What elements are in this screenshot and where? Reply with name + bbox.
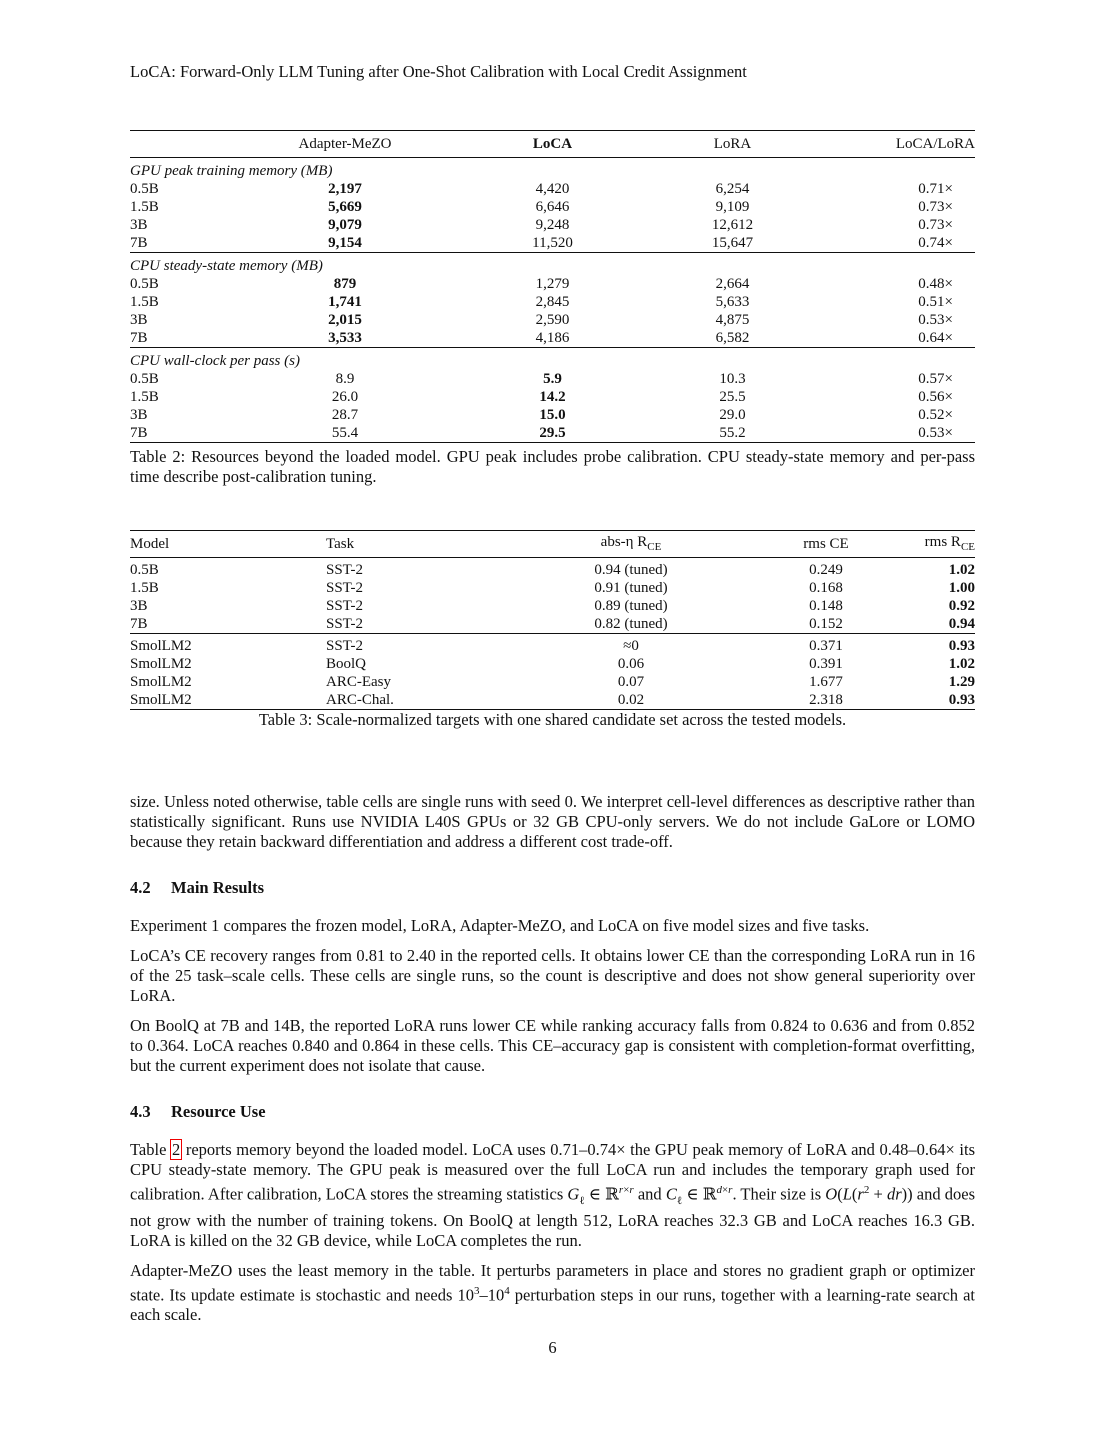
- col-header-rms-r: rms $R_{CE}$: [891, 531, 975, 558]
- paragraph: Adapter-MeZO uses the least memory in the table. It perturbs parameters in place and stores no gradient graph or optimizer state. Its update estimate is stochastic and needs $10^3-10^4$ perturbation steps in our runs, together with a learning-rate search at each scale.: [130, 1260, 975, 1325]
- table-row: 1.5B 26.0 14.2 25.5 0.56×: [130, 389, 953, 405]
- table-row: SmolLM2 BoolQ 0.06 0.391 1.02: [130, 656, 975, 672]
- table-row: 7B SST-2 0.82 (tuned) 0.152 0.94: [130, 616, 975, 632]
- table-3-header-row: [130, 531, 975, 558]
- paragraph: Table 2 reports memory beyond the loaded model. LoCA uses 0.71–0.74× the GPU peak memory of LoRA and 0.48–0.64× its CPU steady-state memory. The GPU peak is measured over the full LoCA run and includes the temporary graph used for calibration. After calibration, LoCA stores the streaming statistics $G_\ell$ ∈ ℝ$^{r\times r}$ and $C_\ell$ ∈ ℝ$^{d\times r}$. Their size is $O(L(r^2 + dr))$ and does not grow with the number of training tokens. On BoolQ at length 512, LoRA reaches 32.3 GB and LoCA reaches 16.3 GB. LoRA is killed on the 32 GB device, while LoCA completes the run.: [130, 1140, 975, 1250]
- paragraph-intro: size. Unless noted otherwise, table cells are single runs with seed 0. We interpret cell-level differences as descriptive rather than statistically significant. Runs use NVIDIA L40S GPUs or 32 GB CPU-only servers. We do not include GaLore or LOMO because they retain backward differentiation and address a different cost trade-off.: [130, 792, 975, 851]
- col-header-loca: LoCA: [435, 131, 670, 158]
- table-2: [130, 130, 975, 443]
- table-row: 3B 9,079 9,248 12,612 0.73×: [130, 217, 953, 233]
- section-title-row: [130, 348, 975, 371]
- col-header-lora: LoRA: [670, 131, 795, 158]
- table-3-block: [130, 530, 975, 730]
- table-row: 0.5B 879 1,279 2,664 0.48×: [130, 276, 953, 292]
- section-title: CPU wall-clock per pass (s): [130, 348, 975, 371]
- section-heading-4-3: 4.3 Resource Use: [130, 1102, 266, 1121]
- table-2-header-row: [130, 131, 975, 158]
- table-row: SmolLM2 ARC-Chal. 0.02 2.318 0.93: [130, 692, 975, 708]
- col-header-model: Model: [130, 531, 326, 558]
- section-title: GPU peak training memory (MB): [130, 163, 333, 179]
- col-header-ratio: LoCA/LoRA: [795, 131, 975, 158]
- section-title: CPU steady-state memory (MB): [130, 253, 975, 276]
- table-row: 3B 28.7 15.0 29.0 0.52×: [130, 407, 953, 423]
- col-header-rms-ce: rms CE: [761, 531, 891, 558]
- table-row: SmolLM2 ARC-Easy 0.07 1.677 1.29: [130, 674, 975, 690]
- section-title-row: [130, 253, 975, 276]
- table-row: 3B 2,015 2,590 4,875 0.53×: [130, 312, 953, 328]
- col-header-empty: [130, 131, 255, 158]
- col-header-abs-eta: abs-η $R_{CE}$: [501, 531, 761, 558]
- table-row: 7B 9,154 11,520 15,647 0.74×: [130, 235, 953, 251]
- table-row: 1.5B SST-2 0.91 (tuned) 0.168 1.00: [130, 580, 975, 596]
- table-row: 0.5B 2,197 4,420 6,254 0.71×: [130, 181, 953, 197]
- table-row: 1.5B 5,669 6,646 9,109 0.73×: [130, 199, 953, 215]
- table-row: 0.5B SST-2 0.94 (tuned) 0.249 1.02: [130, 562, 975, 578]
- section-heading-4-2: 4.2 Main Results: [130, 878, 265, 897]
- table-3-caption: Table 3: Scale-normalized targets with one shared candidate set across the tested models.: [258, 710, 847, 729]
- table-reference-link[interactable]: 2: [172, 1140, 181, 1159]
- table-row: 0.5B 8.9 5.9 10.3 0.57×: [130, 371, 953, 387]
- body-text: [130, 792, 975, 1325]
- paragraph: LoCA’s CE recovery ranges from 0.81 to 2.40 in the reported cells. It obtains lower CE than the corresponding LoRA run in 16 of the 25 task–scale cells. These cells are single runs, so the count is descriptive and does not show general superiority over LoRA.: [130, 946, 975, 1005]
- col-header-adapter-mezo: Adapter-MeZO: [255, 131, 435, 158]
- table-row: 1.5B 1,741 2,845 5,633 0.51×: [130, 294, 953, 310]
- section-title-row: [130, 158, 975, 181]
- table-row: 3B SST-2 0.89 (tuned) 0.148 0.92: [130, 598, 975, 614]
- running-header: LoCA: Forward-Only LLM Tuning after One-Shot Calibration with Local Credit Assignment: [130, 62, 747, 81]
- col-header-task: Task: [326, 531, 501, 558]
- table-row: 7B 55.4 29.5 55.2 0.53×: [130, 424, 975, 443]
- paragraph: Experiment 1 compares the frozen model, LoRA, Adapter-MeZO, and LoCA on five model sizes and five tasks.: [130, 916, 870, 935]
- table-2-block: [130, 130, 975, 487]
- table-3: [130, 530, 975, 710]
- table-row: SmolLM2 SST-2 ≈0 0.371 0.93: [130, 634, 975, 656]
- table-2-caption: Table 2: Resources beyond the loaded model. GPU peak includes probe calibration. CPU steady-state memory and per-pass time describe post-calibration tuning.: [130, 447, 975, 486]
- table-row: 7B 3,533 4,186 6,582 0.64×: [130, 330, 953, 346]
- paragraph: On BoolQ at 7B and 14B, the reported LoRA runs lower CE while ranking accuracy falls from 0.824 to 0.636 and from 0.852 to 0.364. LoCA reaches 0.840 and 0.864 in these cells. This CE–accuracy gap is consistent with completion-format overfitting, but the current experiment does not isolate that cause.: [130, 1016, 975, 1075]
- page-number: 6: [548, 1338, 557, 1357]
